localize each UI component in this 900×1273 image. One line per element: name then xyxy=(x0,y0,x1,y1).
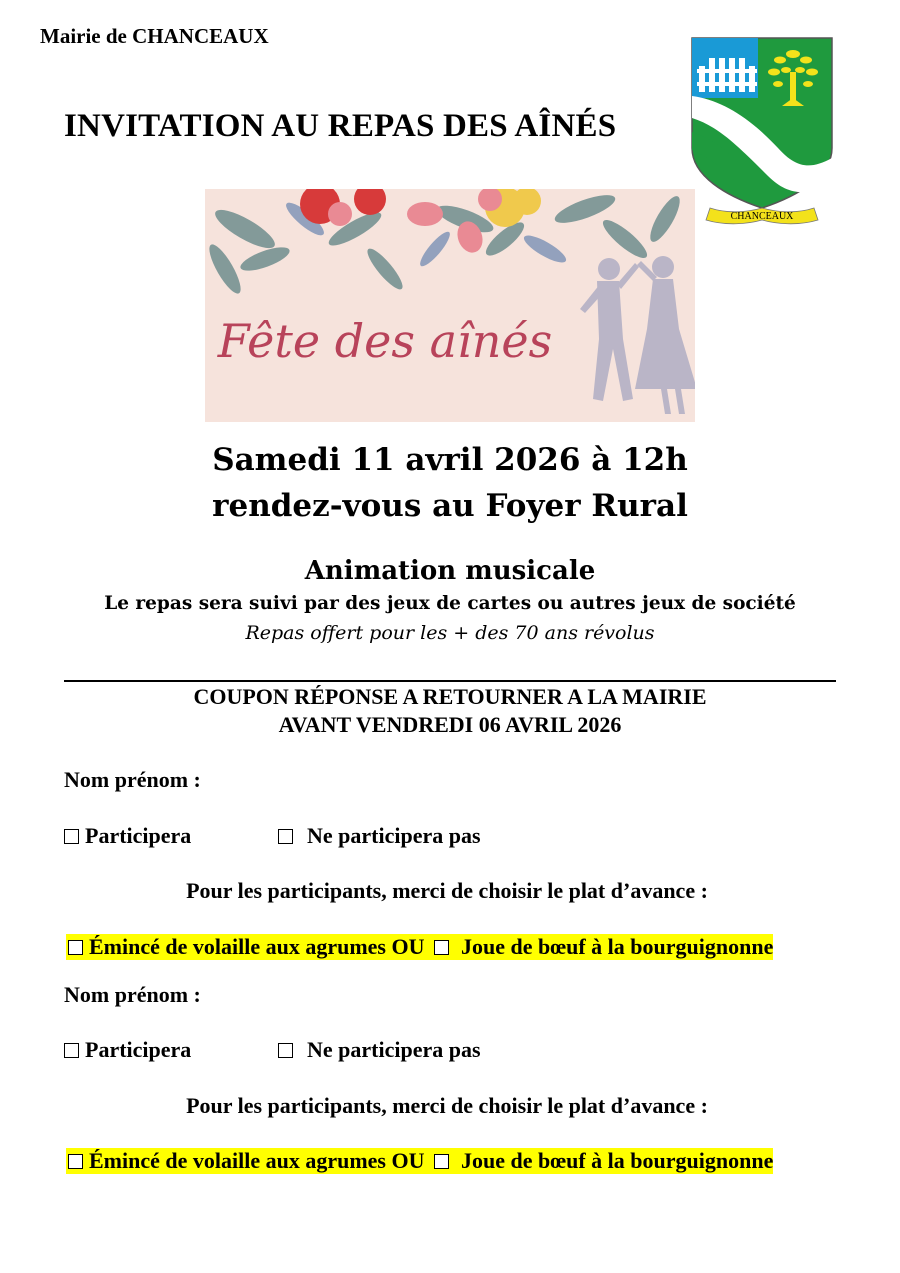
event-place: rendez-vous au Foyer Rural xyxy=(212,488,688,524)
animation-heading: Animation musicale xyxy=(304,556,596,586)
coupon-title: COUPON RÉPONSE A RETOURNER A LA MAIRIE xyxy=(193,684,707,709)
boeuf-checkbox[interactable] xyxy=(434,1154,449,1169)
participe-option[interactable] xyxy=(64,1037,191,1063)
crest-label: CHANCEAUX xyxy=(730,211,794,222)
fete-des-aines-banner xyxy=(205,189,695,422)
name-field-label: Nom prénom : xyxy=(64,982,201,1007)
coupon-deadline: AVANT VENDREDI 06 AVRIL 2026 xyxy=(278,712,622,737)
mairie-heading: Mairie de CHANCEAUX xyxy=(40,24,269,48)
plat-prompt: Pour les participants, merci de choisir le plat d’avance : xyxy=(186,878,708,903)
banner-text: Fête des aînés xyxy=(217,314,553,368)
ne-participe-option[interactable] xyxy=(278,823,481,849)
volaille-label: Émincé de volaille aux agrumes OU xyxy=(89,1148,425,1173)
offer-note: Repas offert pour les + des 70 ans révolus xyxy=(245,622,655,644)
participe-label: Participera xyxy=(85,823,192,848)
name-field-label: Nom prénom : xyxy=(64,767,201,792)
boeuf-label: Joue de bœuf à la bourguignonne xyxy=(460,1148,774,1173)
participe-option[interactable] xyxy=(64,823,191,849)
participe-checkbox[interactable] xyxy=(64,829,79,844)
ne-participe-checkbox[interactable] xyxy=(278,1043,293,1058)
volaille-label: Émincé de volaille aux agrumes OU xyxy=(89,934,425,959)
plat-choice-row xyxy=(66,934,773,960)
plat-prompt: Pour les participants, merci de choisir le plat d’avance : xyxy=(186,1093,708,1118)
participe-label: Participera xyxy=(85,1037,192,1062)
chanceaux-crest-logo xyxy=(688,36,834,228)
participe-checkbox[interactable] xyxy=(64,1043,79,1058)
ne-participe-label: Ne participera pas xyxy=(307,823,481,848)
games-note: Le repas sera suivi par des jeux de cartes ou autres jeux de société xyxy=(104,593,796,614)
boeuf-label: Joue de bœuf à la bourguignonne xyxy=(460,934,774,959)
volaille-checkbox[interactable] xyxy=(68,940,83,955)
ne-participe-checkbox[interactable] xyxy=(278,829,293,844)
boeuf-checkbox[interactable] xyxy=(434,940,449,955)
volaille-checkbox[interactable] xyxy=(68,1154,83,1169)
plat-choice-row xyxy=(66,1148,773,1174)
page-title: INVITATION AU REPAS DES AÎNÉS xyxy=(64,108,617,144)
event-date: Samedi 11 avril 2026 à 12h xyxy=(212,442,688,478)
divider xyxy=(64,680,836,682)
ne-participe-option[interactable] xyxy=(278,1037,481,1063)
ne-participe-label: Ne participera pas xyxy=(307,1037,481,1062)
